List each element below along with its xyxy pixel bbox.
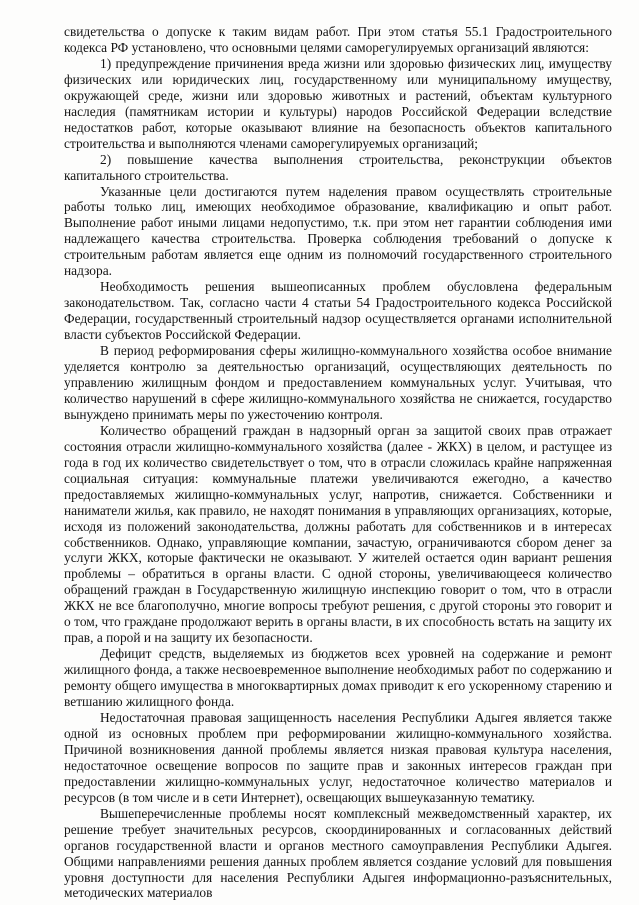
list-item: 2) повышение качества выполнения строительства, реконструкции объектов капитального строительства.	[64, 151, 612, 183]
paragraph: Вышеперечисленные проблемы носят комплексный межведомственный характер, их решение требует значительных ресурсов, скоординированных и согласованных действий органов государственной власти и органов местного самоуправления Республики Адыгея. Общими направлениями решения данных проблем является создание условий для повышения уровня доступности для населения Республики Адыгея информационно-разъяснительных, методических материалов	[64, 805, 612, 901]
paragraph: В период реформирования сферы жилищно-коммунального хозяйства особое внимание уделяется контролю за деятельностью организаций, осуществляющих деятельность по управлению жилищным фондом и предоставлением коммунальных услуг. Учитывая, что количество нарушений в сфере жилищно-коммунального хозяйства не снижается, государство вынуждено принимать меры по ужесточению контроля.	[64, 343, 612, 422]
paragraph: Необходимость решения вышеописанных проблем обусловлена федеральным законодательством. Так, согласно части 4 статьи 54 Градостроительного кодекса Российской Федерации, государственный строительный надзор осуществляется органами исполнительной власти субъектов Российской Федерации.	[64, 279, 612, 343]
document-body	[64, 24, 612, 901]
paragraph: Количество обращений граждан в надзорный орган за защитой своих прав отражает состояния отрасли жилищно-коммунального хозяйства (далее - ЖКХ) в целом, и растущее из года в год их количество свидетельствует о том, что в отрасли сложилась крайне напряженная социальная ситуация: коммунальные платежи увеличиваются ежегодно, а качество предоставляемых жилищно-коммунальных услуг, напротив, снижается. Собственники и наниматели жилья, как правило, не находят понимания в управляющих организациях, которые, исходя из положений законодательства, должны работать для собственников и в интересах собственников. Однако, управляющие компании, зачастую, ограничиваются сбором денег за услуги ЖКХ, которые фактически не оказывают. У жителей остается один вариант решения проблемы – обратиться в органы власти. С одной стороны, увеличивающееся количество обращений граждан в Государственную жилищную инспекцию говорит о том, что в отрасли ЖКХ не все благополучно, многие вопросы требуют решения, с другой стороны это говорит и о том, что граждане продолжают верить в органы власти, в их способность встать на защиту их прав, а порой и на защиту их безопасности.	[64, 422, 612, 646]
list-item: 1) предупреждение причинения вреда жизни или здоровью физических лиц, имуществу физических или юридических лиц, государственному или муниципальному имуществу, окружающей среде, жизни или здоровью животных и растений, объектам культурного наследия (памятникам истории и культуры) народов Российской Федерации вследствие недостатков работ, которые оказывают влияние на безопасность объектов капитального строительства и выполняются членами саморегулируемых организаций;	[64, 55, 612, 151]
paragraph: Указанные цели достигаются путем наделения правом осуществлять строительные работы только лиц, имеющих необходимое образование, квалификацию и опыт работ. Выполнение работ иными лицами недопустимо, т.к. при этом нет гарантии соблюдения ими надлежащего качества строительства. Проверка соблюдения требований о допуске к строительным работам является еще одним из полномочий государственного строительного надзора.	[64, 183, 612, 279]
paragraph: Недостаточная правовая защищенность населения Республики Адыгея является также одной из основных проблем при реформировании жилищно-коммунального хозяйства. Причиной возникновения данной проблемы является низкая правовая культура населения, недостаточное освещение вопросов по защите прав и законных интересов граждан при предоставлении жилищно-коммунальных услуг, недостаточное количество материалов и ресурсов (в том числе и в сети Интернет), освещающих вышеуказанную тематику.	[64, 709, 612, 805]
paragraph: Дефицит средств, выделяемых из бюджетов всех уровней на содержание и ремонт жилищного фонда, а также несвоевременное выполнение необходимых работ по содержанию и ремонту общего имущества в многоквартирных домах приводит к его ускоренному старению и ветшанию жилищного фонда.	[64, 646, 612, 710]
paragraph: свидетельства о допуске к таким видам работ. При этом статья 55.1 Градостроительного кодекса РФ установлено, что основными целями саморегулируемых организаций являются:	[64, 24, 612, 55]
